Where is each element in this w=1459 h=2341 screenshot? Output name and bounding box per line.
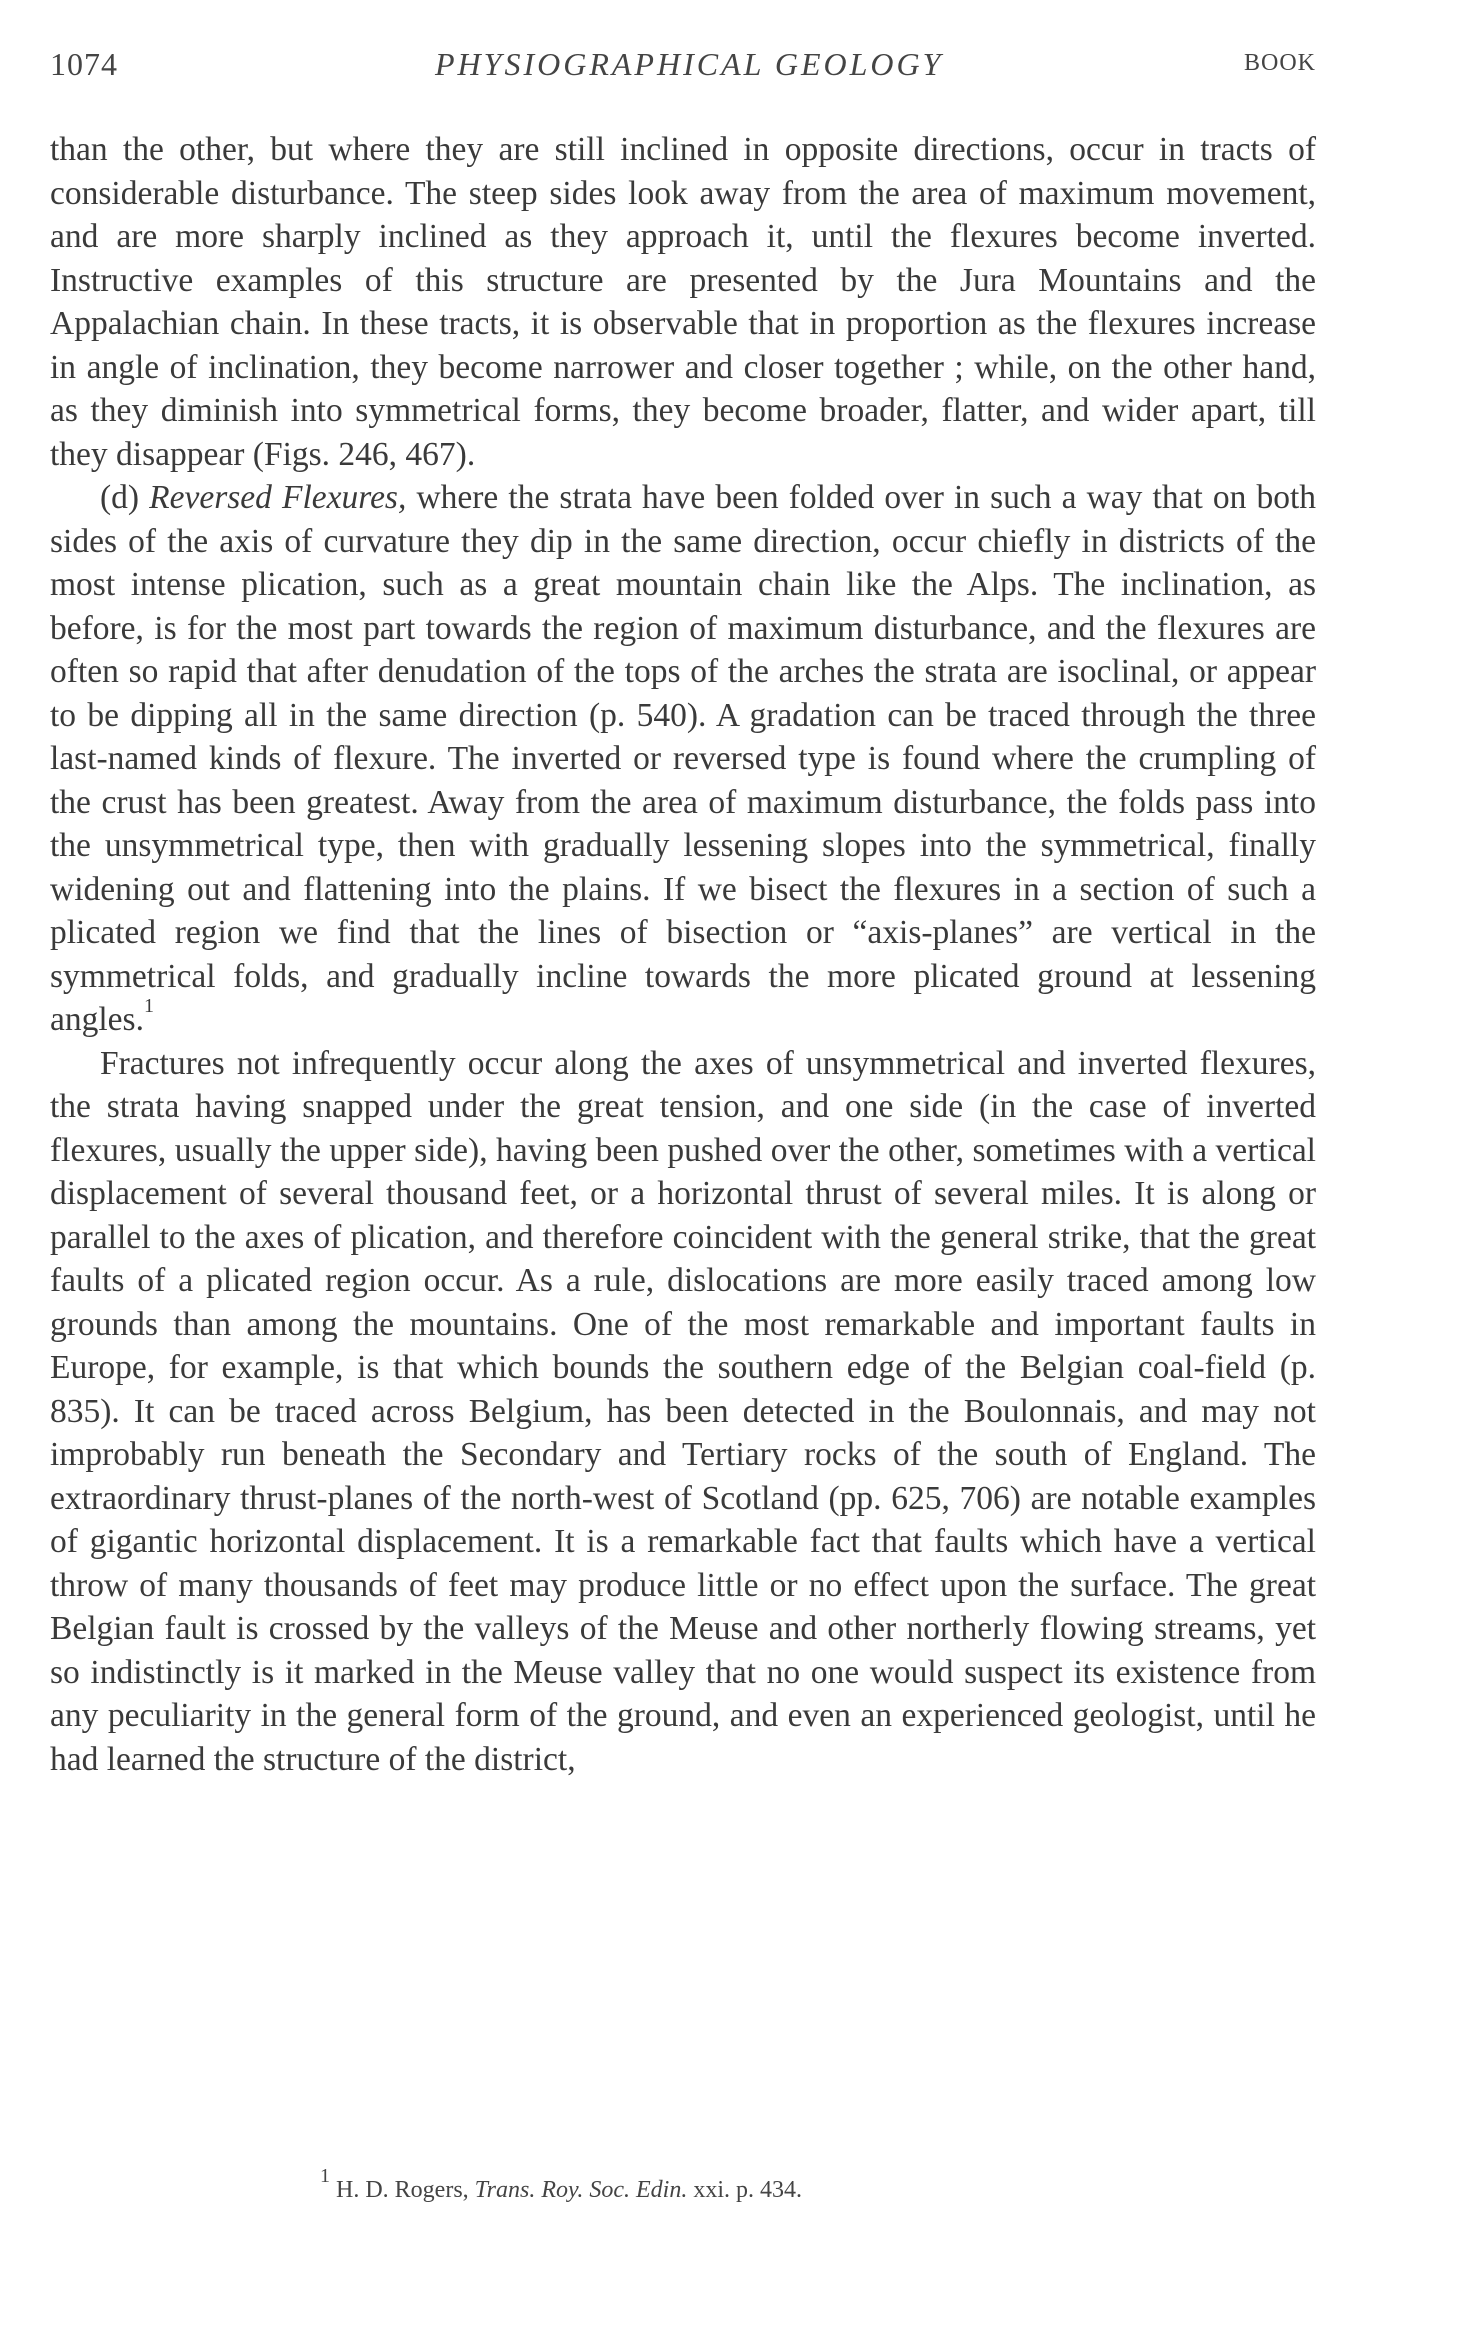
footnote-journal: Trans. Roy. Soc. Edin. [474,2177,688,2203]
page-number: 1074 [50,46,118,82]
footnote-marker: 1 [320,2165,330,2187]
footnote-author: H. D. Rogers, [336,2177,469,2203]
paragraph-2-text: where the strata have been folded over in such a way that on both sides of the axis of curvature they dip in the same direction, occur chiefly in districts of the most intense plication, such as a great mountain chain like the Alps. The inclination, as before, is for the most part towards the region of maximum disturbance, and the flexures are often so rapid that after denudation of the tops of the arches the strata are isoclinal, or appear to be dipping all in the same direction (p. 540). A gradation can be traced through the three last-named kinds of flexure. The inverted or reversed type is found where the crumpling of the crust has been greatest. Away from the area of maximum disturbance, the folds pass into the unsymmetrical type, then with gradually lessening slopes into the symmetrical, finally widening out and flattening into the plains. If we bisect the flexures in a section of such a plicated region we find that the lines of bisection or “axis-planes” are vertical in the symmetrical folds, and gradually incline towards the more plicated ground at lessening angles. [50,479,1316,1038]
paragraph-1: than the other, but where they are still inclined in opposite directions, occur in tracts of considerable disturbance. The steep sides look away from the area of maximum movement, and are more sharply inclined as they approach it, until the flexures become inverted. Instructive examples of this structure are presented by the Jura Mountains and the Appalachian chain. In these tracts, it is observable that in proportion as the flexures increase in angle of inclination, they become narrower and closer together ; while, on the other hand, as they diminish into symmetrical forms, they become broader, flatter, and wider apart, till they disappear (Figs. 246, 467). [50,131,1316,473]
paragraph-2-heading: Reversed Flexures, [149,479,407,516]
footnote-ref: xxi. p. 434. [693,2177,802,2203]
paragraph-3: Fractures not infrequently occur along the axes of unsymmetrical and inverted flexures, the strata having snapped under the great tension, and one side (in the case of inverted flexures, usually the upper side), having been pushed over the other, sometimes with a vertical displacement of several thousand feet, or a horizontal thrust of several miles. It is along or parallel to the axes of plication, and therefore coincident with the general strike, that the great faults of a plicated region occur. As a rule, dislocations are more easily traced among low grounds than among the mountains. One of the most remarkable and important faults in Europe, for example, is that which bounds the southern edge of the Belgian coal-field (p. 835). It can be traced across Belgium, has been detected in the Boulonnais, and may not improbably run beneath the Secondary and Tertiary rocks of the south of England. The extraordinary thrust-planes of the north-west of Scotland (pp. 625, 706) are notable examples of gigantic horizontal displacement. It is a remarkable fact that faults which have a vertical throw of many thousands of feet may produce little or no effect upon the surface. The great Belgian fault is crossed by the valleys of the Meuse and other northerly flowing streams, yet so indistinctly is it marked in the Meuse valley that no one would suspect its existence from any peculiarity in the general form of the ground, and even an experienced geologist, until he had learned the structure of the district, [50,1044,1316,1778]
footnote-reference: 1 [143,994,154,1017]
footnote [320,2165,1320,2204]
paragraph-2 [50,476,1316,1042]
body-text [50,128,1316,1781]
paragraph-2-label: (d) [100,479,140,516]
running-head [50,46,1316,92]
running-title: PHYSIOGRAPHICAL GEOLOGY [435,46,944,82]
book-label: BOOK [1243,50,1316,76]
